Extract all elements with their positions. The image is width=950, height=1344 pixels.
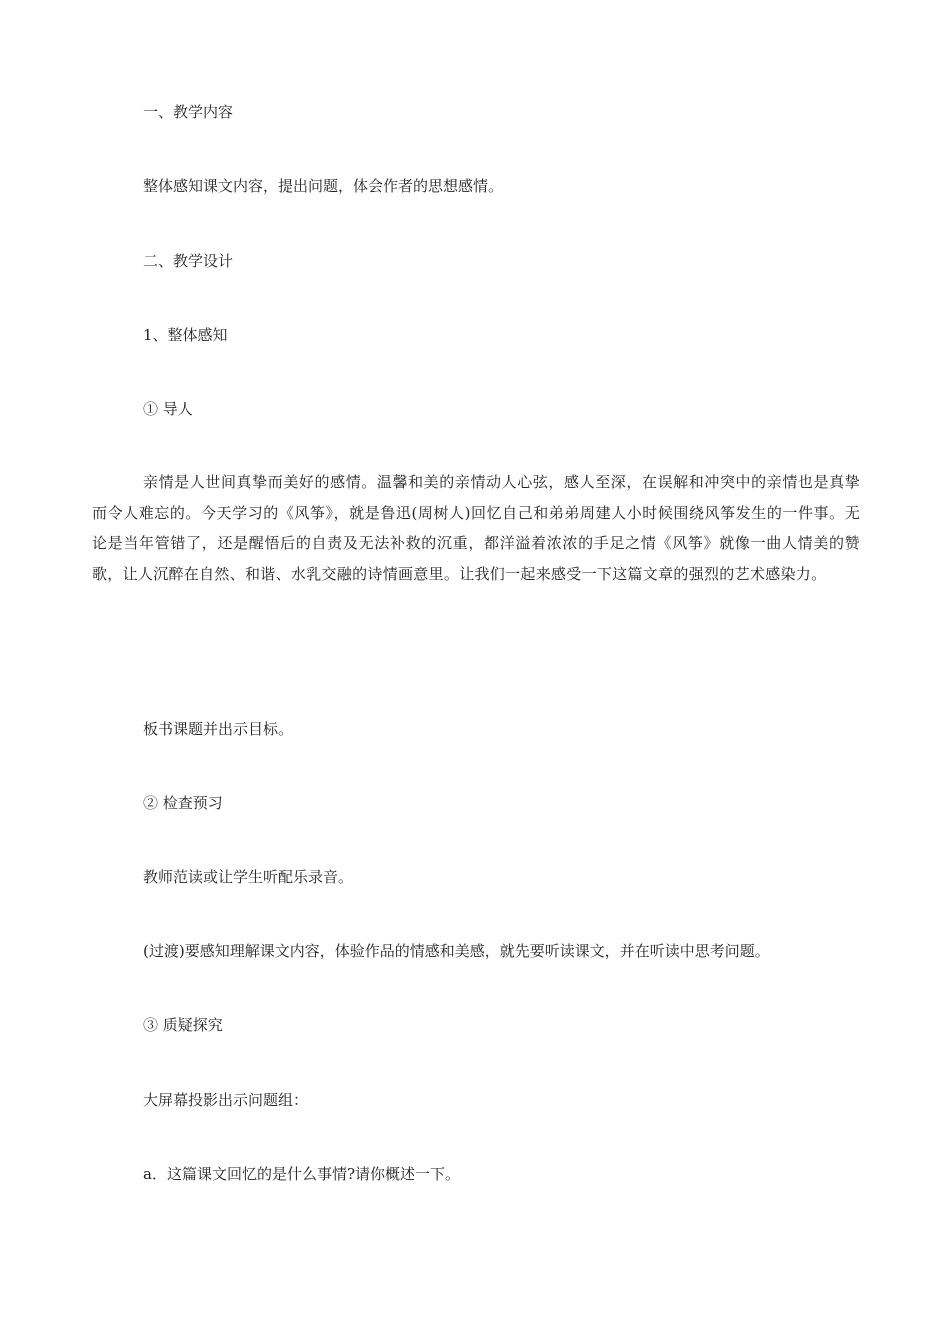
step-introduction: ① 导人 [143, 400, 193, 418]
question-a: a．这篇课文回忆的是什么事情?请你概述一下。 [143, 1165, 460, 1183]
teaching-content-text: 整体感知课文内容，提出问题，体会作者的思想感情。 [143, 177, 504, 195]
subheading-overall-perception: 1、整体感知 [143, 326, 228, 344]
step-check-preview: ② 检查预习 [143, 794, 223, 812]
section-heading-teaching-design: 二、教学设计 [143, 252, 234, 270]
reading-aloud-line: 教师范读或让学生听配乐录音。 [143, 868, 354, 886]
section-heading-teaching-content: 一、教学内容 [143, 103, 234, 121]
projection-line: 大屏幕投影出示问题组： [143, 1091, 309, 1109]
blackboard-title-line: 板书课题并出示目标。 [143, 720, 294, 738]
step-question-inquiry: ③ 质疑探究 [143, 1016, 223, 1034]
transition-line: (过渡)要感知理解课文内容，体验作品的情感和美感，就先要听读课文，并在听读中思考问题。 [143, 942, 770, 960]
introduction-paragraph: 亲情是人世间真挚而美好的感情。温馨和美的亲情动人心弦，感人至深，在误解和冲突中的亲情也是真挚而令人难忘的。今天学习的《风筝》，就是鲁迅(周树人)回忆自己和弟弟周建人小时候围绕风筝发生的一件事。无论是当年管错了，还是醒悟后的自责及无法补救的沉重，都洋溢着浓浓的手足之情《风筝》就像一曲人情美的赞歌，让人沉醉在自然、和谐、水乳交融的诗情画意里。让我们一起来感受一下这篇文章的强烈的艺术感染力。 [92, 473, 860, 583]
